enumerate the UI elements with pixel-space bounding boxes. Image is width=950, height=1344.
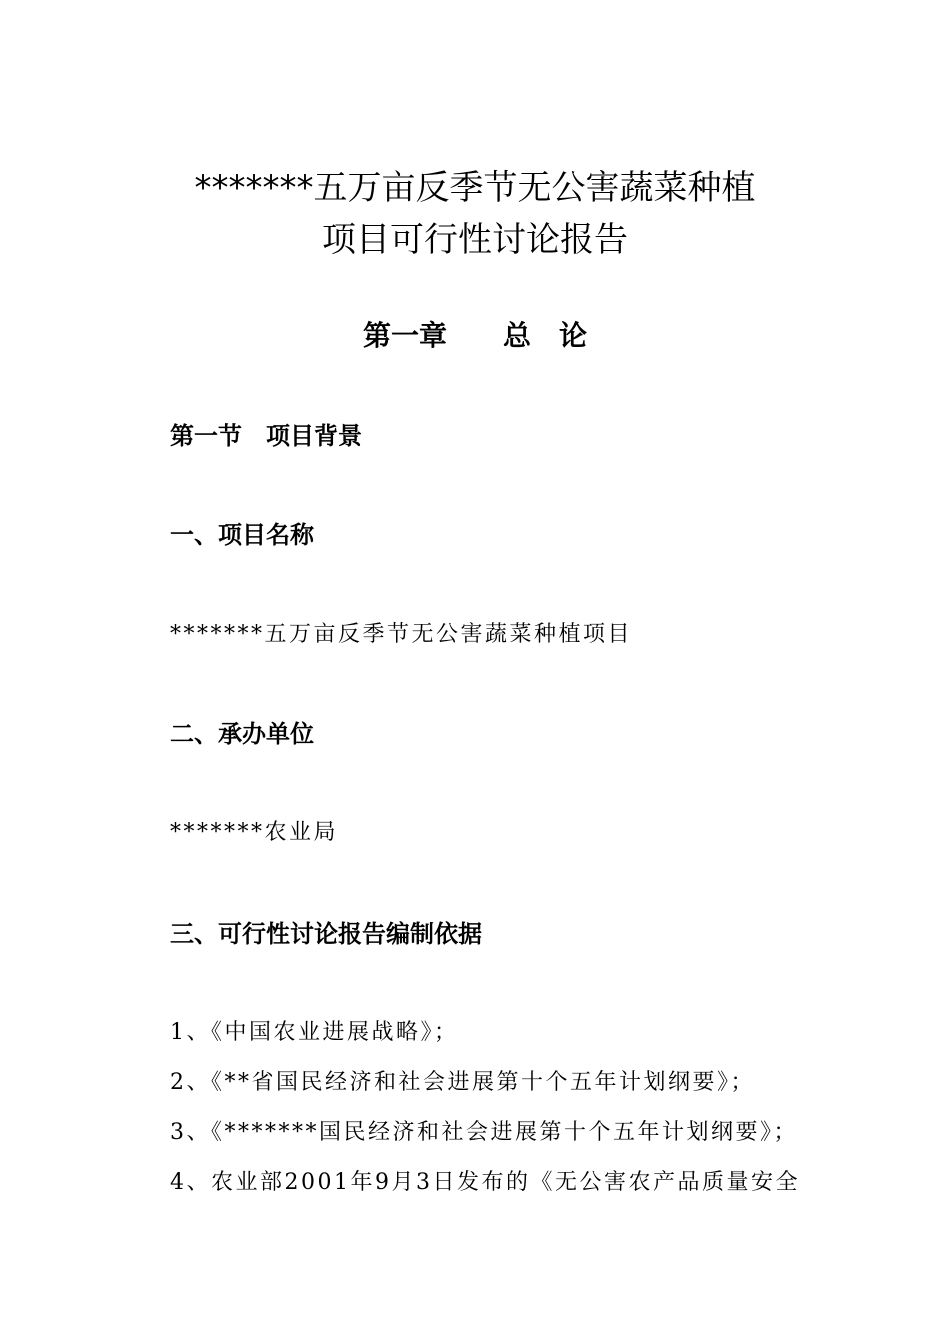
document-title-line-2: 项目可行性讨论报告 xyxy=(322,220,628,260)
section-title: 第一节 项目背景 xyxy=(170,422,362,450)
basis-list-item: 1、《中国农业进展战略》； xyxy=(170,1020,459,1045)
item-1-heading: 一、项目名称 xyxy=(170,521,314,549)
item-3-heading: 三、可行性讨论报告编制依据 xyxy=(170,920,482,948)
project-name-text: *******五万亩反季节无公害蔬菜种植项目 xyxy=(170,622,633,647)
basis-list-item: 3、《*******国民经济和社会进展第十个五年计划纲要》； xyxy=(170,1120,798,1145)
basis-list-item: 2、《**省国民经济和社会进展第十个五年计划纲要》； xyxy=(170,1070,755,1095)
organizer-text: *******农业局 xyxy=(170,820,339,845)
basis-list-item: 4、农业部2001年9月3日发布的《无公害农产品质量安全 xyxy=(170,1170,800,1195)
item-2-heading: 二、承办单位 xyxy=(170,720,314,748)
document-title-line-1: *******五万亩反季节无公害蔬菜种植 xyxy=(194,168,756,208)
chapter-title: 第一章 总 论 xyxy=(362,319,587,352)
